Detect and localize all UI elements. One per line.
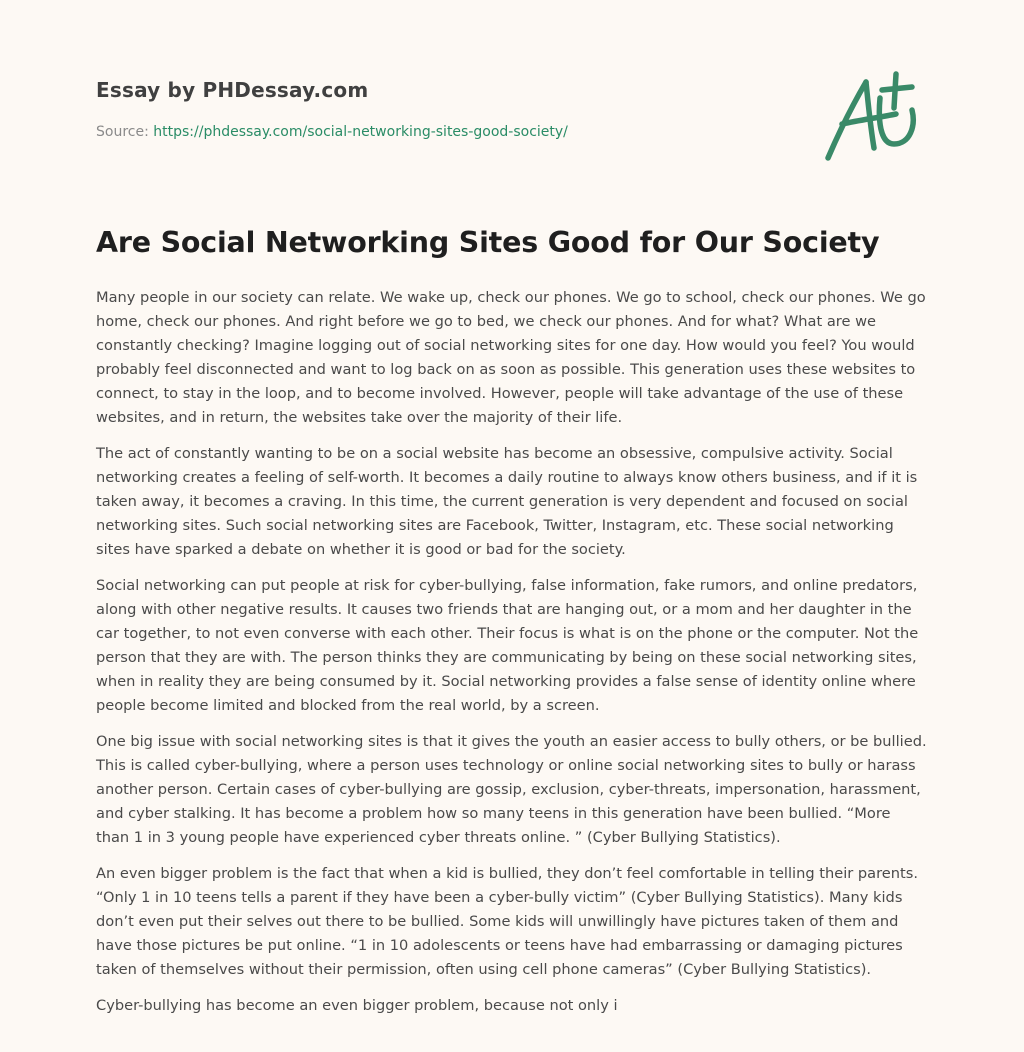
essay-paragraph: An even bigger problem is the fact that when a kid is bullied, they don’t feel comfortable in telling their parents. “Only 1 in 10 teens tells a parent if they have been a cyber-bully victim” (Cyber Bullying Statistics). Many kids don’t even put their selves out there to be bullied. Some kids will unwillingly have pictures taken of them and have those pictures be put online. “1 in 10 adolescents or teens have had embarrassing or damaging pictures taken of themselves without their permission, often using cell phone cameras” (Cyber Bullying Statistics).: [96, 865, 918, 978]
site-title: Essay by PHDessay.com: [96, 78, 369, 102]
essay-paragraph-truncated: Cyber-bullying has become an even bigger problem, because not only i: [96, 997, 618, 1014]
essay-title: Are Social Networking Sites Good for Our Society: [96, 226, 880, 259]
essay-body: [96, 286, 928, 1030]
essay-paragraph: The act of constantly wanting to be on a social website has become an obsessive, compulsive activity. Social networking creates a feeling of self-worth. It becomes a daily routine to always know others business, and if it is taken away, it becomes a craving. In this time, the current generation is very dependent and focused on social networking sites. Such social networking sites are Facebook, Twitter, Instagram, etc. These social networking sites have sparked a debate on whether it is good or bad for the society.: [96, 445, 918, 558]
a-plus-grade-icon: [822, 66, 926, 166]
source-line: [96, 124, 568, 140]
source-link[interactable]: https://phdessay.com/social-networking-sites-good-society/: [153, 124, 568, 140]
essay-paragraph: Many people in our society can relate. We wake up, check our phones. We go to school, check our phones. We go home, check our phones. And right before we go to bed, we check our phones. And for what? What are we constantly checking? Imagine logging out of social networking sites for one day. How would you feel? You would probably feel disconnected and want to log back on as soon as possible. This generation uses these websites to connect, to stay in the loop, and to become involved. However, people will take advantage of the use of these websites, and in return, the websites take over the majority of their life.: [96, 289, 926, 426]
essay-paragraph: One big issue with social networking sites is that it gives the youth an easier access to bully others, or be bullied. This is called cyber-bullying, where a person uses technology or online social networking sites to bully or harass another person. Certain cases of cyber-bullying are gossip, exclusion, cyber-threats, impersonation, harassment, and cyber stalking. It has become a problem how so many teens in this generation have been bullied. “More than 1 in 3 young people have experienced cyber threats online. ” (Cyber Bullying Statistics).: [96, 733, 927, 846]
source-label: Source:: [96, 124, 154, 140]
essay-paragraph: Social networking can put people at risk for cyber-bullying, false information, fake rumors, and online predators, along with other negative results. It causes two friends that are hanging out, or a mom and her daughter in the car together, to not even converse with each other. Their focus is what is on the phone or the computer. Not the person that they are with. The person thinks they are communicating by being on these social networking sites, when in reality they are being consumed by it. Social networking provides a false sense of identity online where people become limited and blocked from the real world, by a screen.: [96, 577, 919, 714]
